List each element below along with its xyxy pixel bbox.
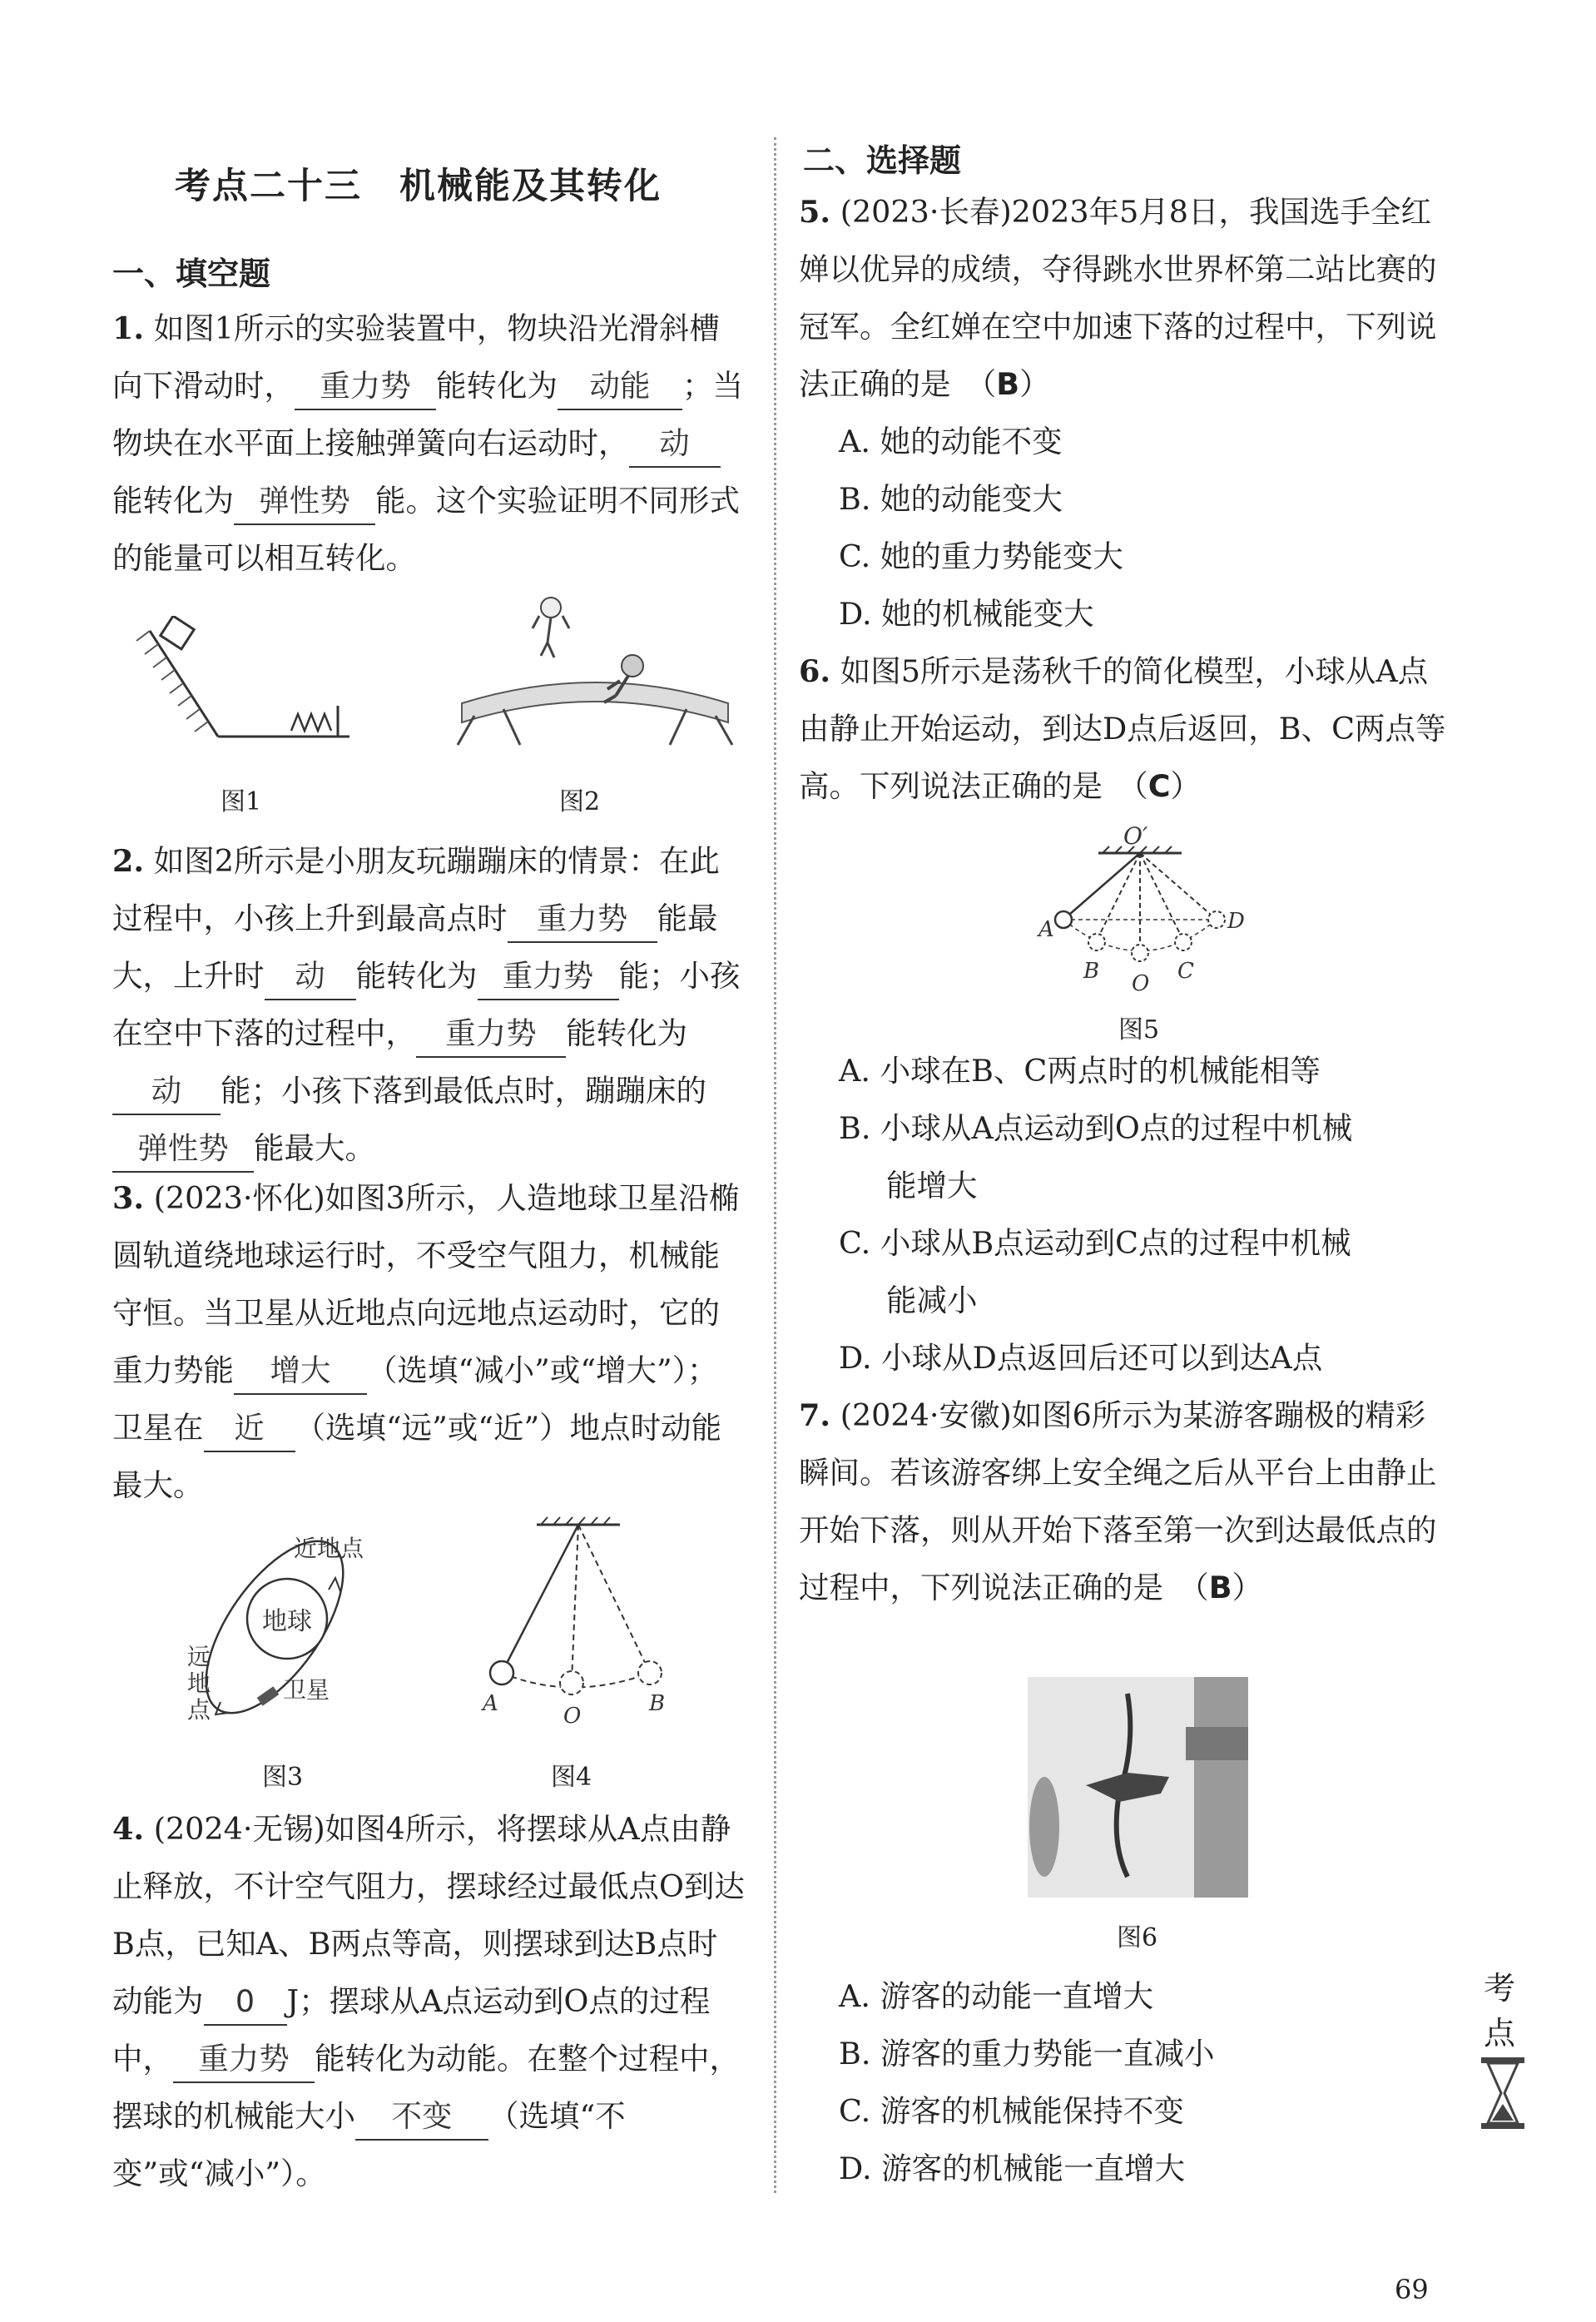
side-tab-char: 点 xyxy=(1484,2015,1516,2052)
answer-blank: 弹性势 xyxy=(234,479,375,525)
option-a: A. 游客的动能一直增大 xyxy=(839,1978,1154,2014)
question-1: 1. 如图1所示的实验装置中，物块沿光滑斜槽向下滑动时， 重力势 能转化为 动能 ；当物块在水平面上接触弹簧向右运动时， 动能转化为 弹性势 能。这个实验证明不同形式的能量可以相互转化。 xyxy=(112,310,743,576)
option-c: C. 她的重力势能变大 xyxy=(839,538,1123,574)
figure-2-caption: 图2 xyxy=(559,787,601,816)
answer-blank: 近 xyxy=(204,1406,295,1452)
figure-4-caption: 图4 xyxy=(551,1763,592,1792)
label-d: D xyxy=(1227,909,1245,934)
figure-3-caption: 图3 xyxy=(262,1763,304,1792)
figure-6-bungee-photo xyxy=(1028,1677,1248,1898)
label-c: C xyxy=(1177,959,1194,984)
question-7: 7. (2024·安徽)如图6所示为某游客蹦极的精彩瞬间。若该游客绑上安全绳之后从平台上由静止开始下落，则从开始下落至第一次到达最低点的过程中，下列说法正确的是 （B） xyxy=(799,1397,1437,1605)
question-3: 3. (2023·怀化)如图3所示，人造地球卫星沿椭圆轨道绕地球运行时，不受空气阻力，机械能守恒。当卫星从近地点向远地点运动时，它的重力势能 增大 （选填“减小”或“增大”）；卫星在 近 （选填“远”或“近”）地点时动能最大。 xyxy=(112,1180,740,1503)
answer-blank: 动 xyxy=(265,954,356,1000)
figure-1-incline-spring xyxy=(125,616,366,749)
label-a: A xyxy=(483,1691,498,1716)
figure-2-trampoline xyxy=(449,591,741,757)
answer-blank: 重力势 xyxy=(173,2037,315,2083)
answer-blank: 重力势 xyxy=(295,364,436,410)
figure-5-swing-model xyxy=(1032,824,1273,999)
label-o-prime: O′ xyxy=(1123,824,1148,850)
figure-3-satellite-orbit xyxy=(179,1531,395,1731)
question-5: 5. (2023·长春)2023年5月8日，我国选手全红婵以优异的成绩，夺得跳水世界杯第二站比赛的冠军。全红婵在空中加速下落的过程中，下列说法正确的是 （B） xyxy=(799,194,1437,402)
svg-text:点: 点 xyxy=(187,1696,211,1724)
figure-5-caption: 图5 xyxy=(1118,1015,1160,1044)
option-d: D. 小球从D点返回后还可以到达A点 xyxy=(839,1340,1323,1376)
option-b-continued: 能增大 xyxy=(886,1168,978,1203)
figure-1-caption: 图1 xyxy=(221,787,262,816)
answer-blank: 动能 xyxy=(558,364,682,410)
option-d: D. 游客的机械能一直增大 xyxy=(839,2151,1186,2186)
label-o: O xyxy=(1132,971,1150,996)
answer-choice: B xyxy=(996,366,1020,402)
page-number: 69 xyxy=(1395,2274,1429,2305)
question-6: 6. 如图5所示是荡秋千的简化模型，小球从A点由静止开始运动，到达D点后返回，B、C两点等高。下列说法正确的是 （C） xyxy=(799,653,1446,804)
option-a: A. 小球在B、C两点时的机械能相等 xyxy=(839,1053,1321,1089)
svg-text:远: 远 xyxy=(187,1643,211,1670)
label-satellite: 卫星 xyxy=(283,1676,330,1704)
answer-choice: C xyxy=(1147,768,1171,804)
label-o: O xyxy=(563,1704,582,1729)
label-b: B xyxy=(649,1691,666,1716)
section-fill-blank: 一、填空题 xyxy=(112,256,271,292)
option-d: D. 她的机械能变大 xyxy=(839,596,1094,632)
option-a: A. 她的动能不变 xyxy=(839,424,1063,459)
page-title: 考点二十三 机械能及其转化 xyxy=(175,166,662,207)
answer-blank: 动 xyxy=(112,1069,221,1115)
option-b: B. 游客的重力势能一直减小 xyxy=(839,2036,1215,2071)
question-4: 4. (2024·无锡)如图4所示，将摆球从A点由静止释放，不计空气阻力，摆球经过最低点O到达B点，已知A、B两点等高，则摆球到达B点时动能为 0 J；摆球从A点运动到O点的过程中， 重力势 能转化为动能。在整个过程中，摆球的机械能大小 不变 （选填“不变”或“减小”）。 xyxy=(112,1811,745,2191)
answer-blank: 重力势 xyxy=(416,1011,566,1058)
answer-choice: B xyxy=(1208,1570,1232,1605)
option-c-continued: 能减小 xyxy=(886,1283,978,1318)
answer-blank: 0 xyxy=(204,1979,287,2026)
label-a: A xyxy=(1038,917,1054,942)
answer-blank: 不变 xyxy=(355,2094,488,2141)
answer-blank: 重力势 xyxy=(478,954,619,1000)
side-tab-char: 考 xyxy=(1484,1970,1516,2007)
svg-text:地: 地 xyxy=(187,1670,211,1697)
option-b: B. 她的动能变大 xyxy=(839,481,1063,517)
question-2: 2. 如图2所示是小朋友玩蹦蹦床的情景：在此过程中，小孩上升到最高点时 重力势 能最大，上升时 动 能转化为 重力势 能；小孩在空中下落的过程中， 重力势 能转化为动 能；小孩下落到最低点时，蹦蹦床的弹性势 能最大。 xyxy=(112,832,745,1177)
label-earth: 地球 xyxy=(262,1607,312,1636)
answer-blank: 动 xyxy=(629,421,721,468)
option-c: C. 游客的机械能保持不变 xyxy=(839,2093,1184,2129)
answer-blank: 增大 xyxy=(234,1348,367,1395)
label-near-point: 近地点 xyxy=(294,1535,364,1562)
figure-4-pendulum xyxy=(478,1515,678,1731)
figure-6-caption: 图6 xyxy=(1117,1923,1158,1952)
option-c: C. 小球从B点运动到C点的过程中机械 xyxy=(839,1225,1351,1261)
label-b: B xyxy=(1083,959,1100,984)
answer-blank: 弹性势 xyxy=(112,1126,254,1173)
hourglass-icon xyxy=(1480,2056,1526,2131)
option-b: B. 小球从A点运动到O点的过程中机械 xyxy=(839,1110,1353,1146)
answer-blank: 重力势 xyxy=(508,896,657,943)
section-multiple-choice: 二、选择题 xyxy=(803,142,962,179)
column-divider xyxy=(774,137,776,2193)
